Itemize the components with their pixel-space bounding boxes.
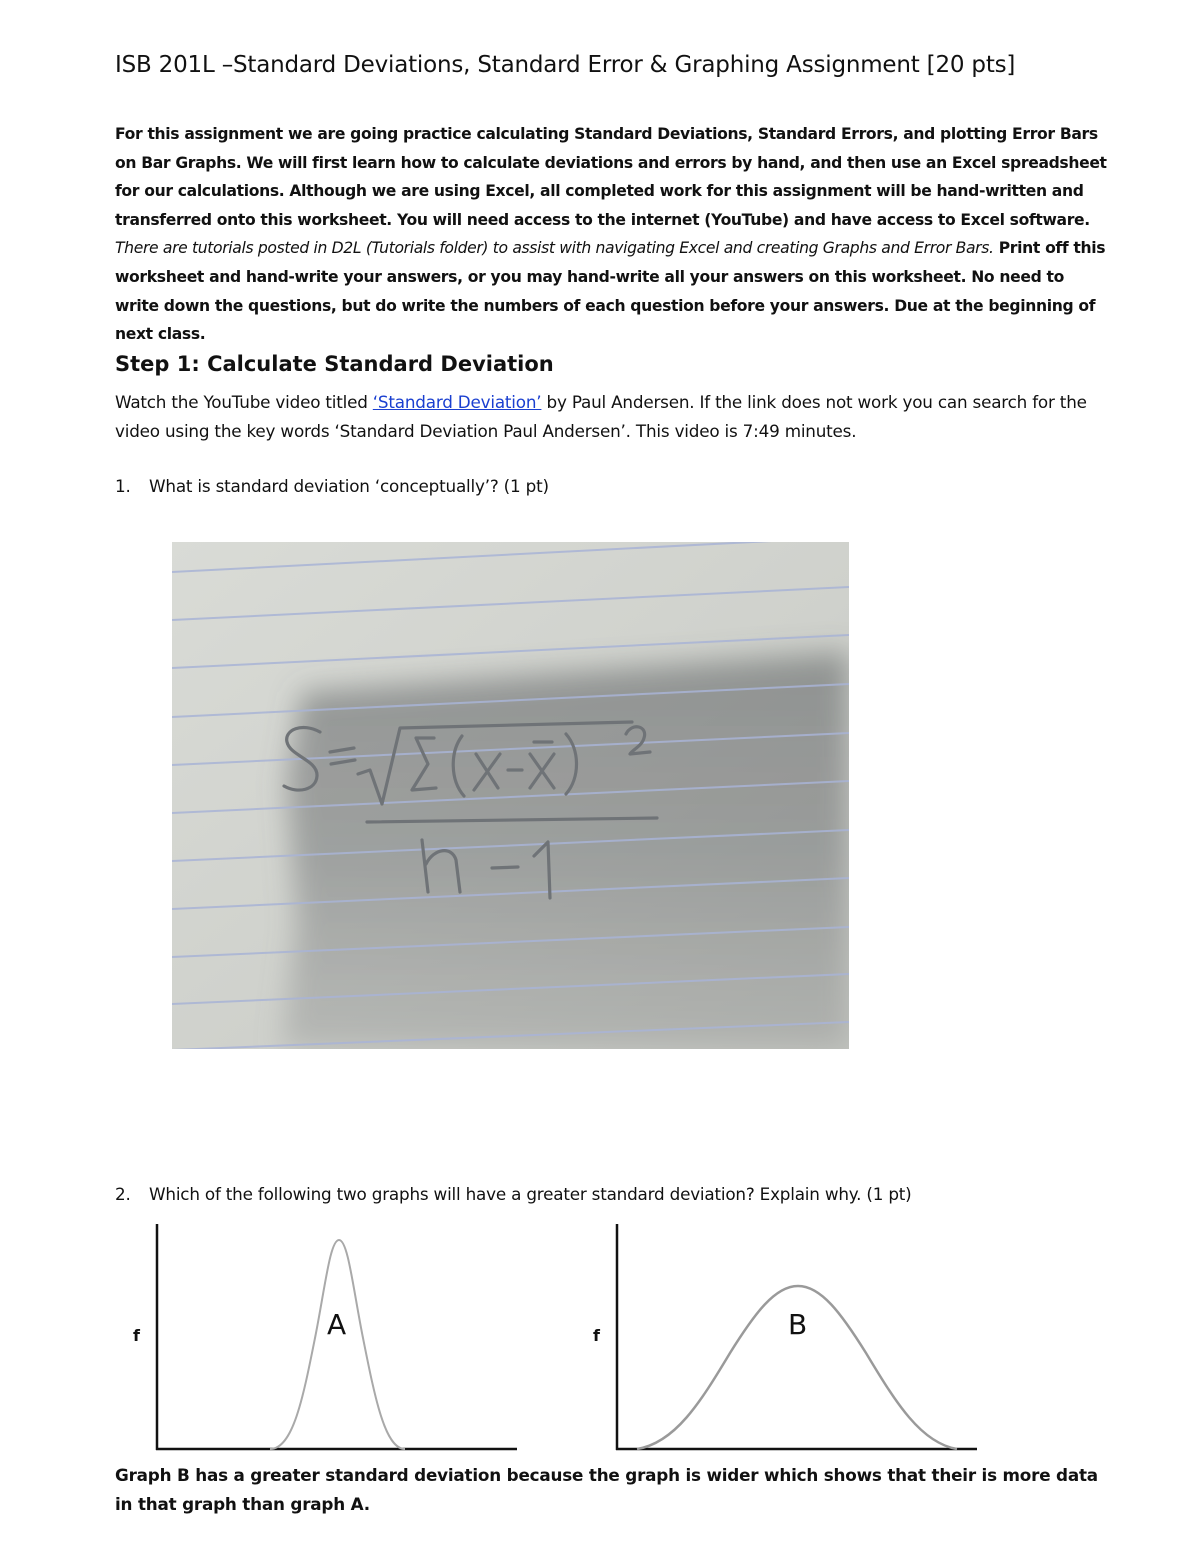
handwritten-formula-photo [172, 542, 849, 1049]
graph-a-y-label: f [133, 1326, 140, 1345]
intro-paragraph [115, 120, 1110, 349]
question-2-text: Which of the following two graphs will have a greater standard deviation? Explain why. (1 pt) [149, 1184, 912, 1204]
page-title: ISB 201L –Standard Deviations, Standard Error & Graphing Assignment [20 pts] [115, 52, 1016, 78]
distribution-graphs [115, 1218, 995, 1458]
standard-deviation-video-link[interactable]: ‘Standard Deviation’ [372, 392, 542, 412]
watch-instructions [115, 388, 1115, 446]
intro-text-2: Print off this worksheet and hand-write your answers, or you may hand-write all your answers on this worksheet. No need to write down the questions, but do write the numbers of each question before your answers. Due at the beginning of next class. [115, 239, 1106, 344]
intro-text-1: For this assignment we are going practice calculating Standard Deviations, Standard Errors, and plotting Error Bars on Bar Graphs. We will first learn how to calculate deviations and errors by hand, and then use an Excel spreadsheet for our calculations. Although we are using Excel, all completed work for this assignment will be hand-written and transferred onto this worksheet. You will need access to the internet (YouTube) and have access to Excel software. [115, 125, 1107, 229]
intro-text-italic: There are tutorials posted in D2L (Tutorials folder) to assist with navigating Excel and creating Graphs and Error Bars. [115, 239, 994, 258]
question-1 [115, 476, 549, 496]
watch-text-before: Watch the YouTube video titled [115, 392, 373, 412]
graph-a-curve [270, 1240, 405, 1449]
question-2-answer: Graph B has a greater standard deviation because the graph is wider which shows that their is more data in that graph than graph A. [115, 1465, 1098, 1514]
watch-text-after: by Paul Andersen. If the link does not work you can search for the video using the key words ‘Standard Deviation Paul Andersen’. This video is 7:49 minutes. [115, 392, 1087, 441]
graph-b-y-label: f [593, 1326, 600, 1345]
graph-b [593, 1224, 977, 1450]
question-1-text: What is standard deviation ‘conceptually’? (1 pt) [149, 476, 549, 496]
step1-heading: Step 1: Calculate Standard Deviation [115, 352, 554, 376]
question-1-number: 1. [115, 476, 131, 496]
graph-a [133, 1224, 517, 1450]
question-2 [115, 1184, 912, 1204]
graph-a-label: A [327, 1308, 347, 1341]
question-2-number: 2. [115, 1184, 131, 1204]
graph-b-label: B [788, 1308, 808, 1341]
